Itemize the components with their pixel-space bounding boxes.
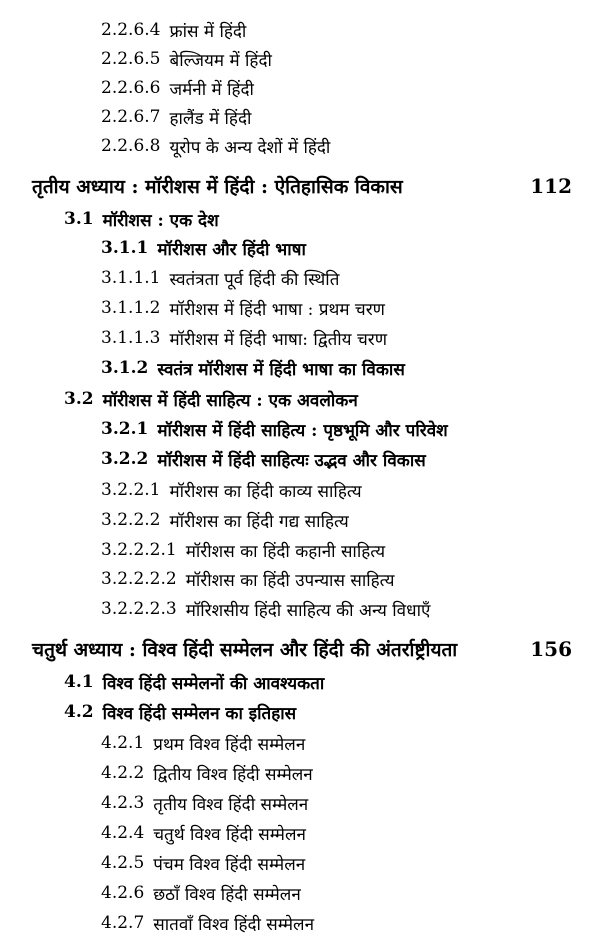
entry-number: 3.1.1.2 xyxy=(101,298,161,318)
toc-entry xyxy=(0,505,600,535)
entry-number: 4.1 xyxy=(64,672,94,692)
entry-number: 3.1.1.1 xyxy=(101,268,161,288)
entry-title: तृतीय विश्व हिंदी सम्मेलन xyxy=(153,794,309,815)
toc-entry xyxy=(0,535,600,565)
entry-number: 3.1.2 xyxy=(101,358,149,378)
entry-number: 2.2.6.8 xyxy=(101,136,161,156)
entry-number: 2.2.6.5 xyxy=(101,49,161,69)
entry-title: मॉरीशस में हिंदी साहित्य : एक अवलोकन xyxy=(102,390,358,411)
entry-number: 3.2.2.2 xyxy=(101,510,161,530)
toc-entry xyxy=(0,293,600,323)
entry-title: विश्व हिंदी सम्मेलन का इतिहास xyxy=(102,703,297,724)
toc-entry xyxy=(0,414,600,444)
entry-number: 4.2.6 xyxy=(101,883,145,903)
chapter-heading xyxy=(0,171,600,201)
entry-number: 3.2.2 xyxy=(101,449,149,469)
toc-entry xyxy=(0,353,600,383)
entry-title: जर्मनी में हिंदी xyxy=(169,79,254,100)
entry-number: 3.1.1.3 xyxy=(101,328,161,348)
toc-entry xyxy=(0,564,600,594)
toc-entry xyxy=(0,878,600,908)
toc-section xyxy=(0,204,600,234)
entry-title: पंचम विश्व हिंदी सम्मेलन xyxy=(153,854,306,875)
entry-title: मॉरीशस का हिंदी काव्य साहित्य xyxy=(169,481,362,502)
entry-title: मॉरीशस में हिंदी साहित्यः उद्भव और विकास xyxy=(157,450,426,471)
entry-number: 3.1 xyxy=(64,209,94,229)
entry-title: मॉरीशस में हिंदी भाषा: द्वितीय चरण xyxy=(169,329,387,350)
toc-entry xyxy=(0,758,600,788)
toc-entry xyxy=(0,444,600,474)
entry-number: 4.2.7 xyxy=(101,913,145,933)
toc-entry xyxy=(0,728,600,758)
toc-entry xyxy=(0,848,600,878)
entry-title: हालैंड में हिंदी xyxy=(169,108,252,129)
entry-title: मॉरीशस का हिंदी कहानी साहित्य xyxy=(185,541,386,562)
entry-number: 4.2.1 xyxy=(101,733,145,753)
entry-title: प्रथम विश्व हिंदी सम्मेलन xyxy=(153,734,306,755)
toc-section xyxy=(0,384,600,414)
toc-entry xyxy=(0,102,600,132)
toc-entry xyxy=(0,15,600,45)
chapter-heading xyxy=(0,634,600,664)
toc-entry xyxy=(0,263,600,293)
entry-title: छठाँ विश्व हिंदी सम्मेलन xyxy=(153,884,301,905)
entry-number: 3.2 xyxy=(64,389,94,409)
toc-entry xyxy=(0,44,600,74)
toc-entry xyxy=(0,73,600,103)
toc-entry xyxy=(0,131,600,161)
entry-title: बेल्जियम में हिंदी xyxy=(169,50,272,71)
entry-title: यूरोप के अन्य देशों में हिंदी xyxy=(169,137,331,158)
entry-number: 4.2.4 xyxy=(101,823,145,843)
entry-number: 3.1.1 xyxy=(101,238,149,258)
chapter-title: तृतीय अध्याय : मॉरीशस में हिंदी : ऐतिहासिक विकास xyxy=(32,176,403,198)
entry-title: विश्व हिंदी सम्मेलनों की आवश्यकता xyxy=(102,673,325,694)
toc-entry xyxy=(0,594,600,624)
toc-section xyxy=(0,697,600,727)
chapter-page-number: 112 xyxy=(530,174,572,198)
toc-entry xyxy=(0,323,600,353)
entry-number: 3.2.2.1 xyxy=(101,480,161,500)
entry-title: स्वतंत्रता पूर्व हिंदी की स्थिति xyxy=(169,269,340,290)
entry-number: 3.2.2.2.3 xyxy=(101,599,177,619)
entry-title: सातवाँ विश्व हिंदी सम्मेलन xyxy=(153,914,315,935)
chapter-title: चतुर्थ अध्याय : विश्व हिंदी सम्मेलन और हिंदी की अंतर्राष्ट्रीयता xyxy=(32,639,458,661)
entry-title: मॉरीशस का हिंदी गद्य साहित्य xyxy=(169,511,349,532)
toc-entry xyxy=(0,233,600,263)
chapter-page-number: 156 xyxy=(530,637,572,661)
entry-number: 4.2.3 xyxy=(101,793,145,813)
entry-title: द्वितीय विश्व हिंदी सम्मेलन xyxy=(153,764,313,785)
entry-title: मॉरीशस में हिंदी साहित्य : पृष्ठभूमि और परिवेश xyxy=(157,420,448,441)
entry-title: चतुर्थ विश्व हिंदी सम्मेलन xyxy=(153,824,306,845)
entry-title: फ्रांस में हिंदी xyxy=(169,21,247,42)
toc-entry xyxy=(0,788,600,818)
entry-number: 4.2 xyxy=(64,702,94,722)
entry-number: 2.2.6.6 xyxy=(101,78,161,98)
entry-number: 2.2.6.7 xyxy=(101,107,161,127)
entry-number: 3.2.2.2.2 xyxy=(101,569,177,589)
entry-title: स्वतंत्र मॉरीशस में हिंदी भाषा का विकास xyxy=(157,359,405,380)
toc-entry xyxy=(0,818,600,848)
entry-number: 4.2.5 xyxy=(101,853,145,873)
entry-number: 4.2.2 xyxy=(101,763,145,783)
entry-title: मॉरिशसीय हिंदी साहित्य की अन्य विधाएँ xyxy=(185,600,431,621)
entry-title: मॉरीशस में हिंदी भाषा : प्रथम चरण xyxy=(169,299,385,320)
entry-title: मॉरीशस का हिंदी उपन्यास साहित्य xyxy=(185,570,395,591)
entry-number: 2.2.6.4 xyxy=(101,20,161,40)
entry-number: 3.2.2.2.1 xyxy=(101,540,177,560)
entry-title: मॉरीशस और हिंदी भाषा xyxy=(157,239,306,260)
entry-title: मॉरीशस : एक देश xyxy=(102,210,219,231)
entry-number: 3.2.1 xyxy=(101,419,149,439)
toc-entry xyxy=(0,908,600,938)
toc-entry xyxy=(0,475,600,505)
toc-section xyxy=(0,667,600,697)
